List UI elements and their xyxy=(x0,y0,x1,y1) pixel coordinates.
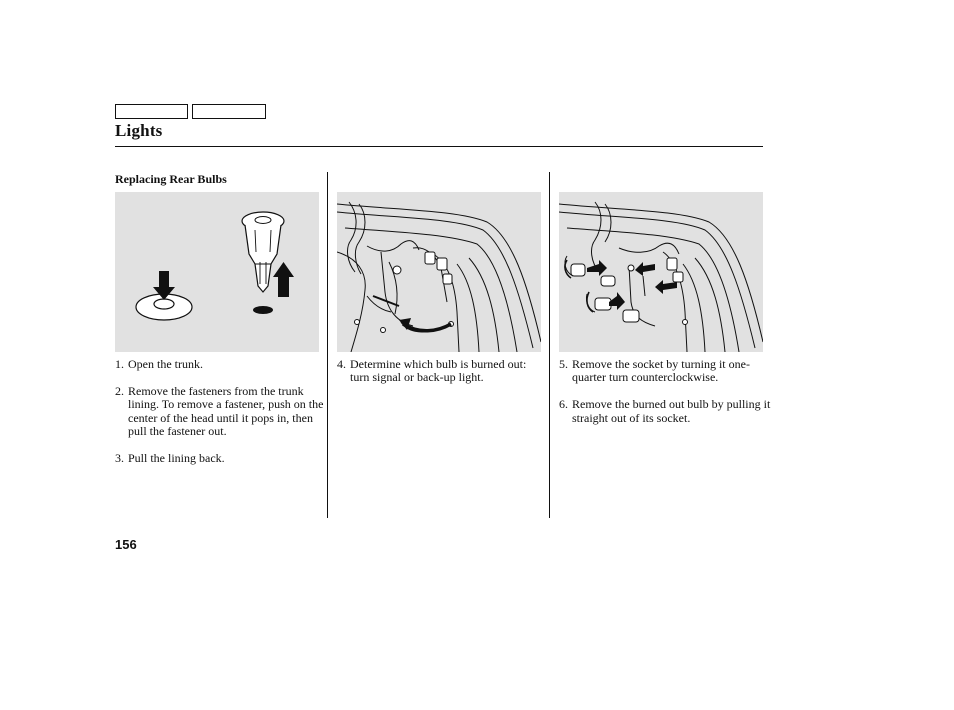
header-tab-2 xyxy=(192,104,266,119)
column-divider-1 xyxy=(327,172,328,518)
step-3 xyxy=(115,452,325,465)
bulb-socket-removal-icon xyxy=(559,192,763,352)
step-text: Remove the burned out bulb by pulling it straight out of its socket. xyxy=(572,397,771,425)
step-number: 3. xyxy=(115,450,124,465)
step-number: 6. xyxy=(559,397,568,412)
step-number: 5. xyxy=(559,357,568,371)
step-1 xyxy=(115,358,325,371)
trunk-lining-socket-icon xyxy=(337,192,541,352)
steps-column-3 xyxy=(559,358,774,438)
page-number: 156 xyxy=(115,537,137,552)
step-number: 1. xyxy=(115,357,124,371)
fastener-removal-icon xyxy=(115,192,319,352)
page-title: Lights xyxy=(115,121,163,140)
step-4 xyxy=(337,358,542,385)
step-number: 2. xyxy=(115,383,124,398)
title-divider xyxy=(115,146,763,147)
step-text: Open the trunk. xyxy=(128,357,203,371)
step-5 xyxy=(559,358,774,385)
step-text: Remove the fasteners from the trunk lining. To remove a fastener, push on the center of the head until it pops in, then pull the fastener out. xyxy=(128,383,324,439)
socket-illustration xyxy=(559,192,763,352)
steps-column-2 xyxy=(337,358,542,398)
header-tab-1 xyxy=(115,104,188,119)
step-text: Remove the socket by turning it one-quarter turn counterclockwise. xyxy=(572,357,750,385)
step-text: Determine which bulb is burned out: turn signal or back-up light. xyxy=(350,357,527,385)
section-heading: Replacing Rear Bulbs xyxy=(115,172,227,186)
trunk-illustration xyxy=(337,192,541,352)
fastener-illustration xyxy=(115,192,319,352)
steps-column-1 xyxy=(115,358,325,479)
step-number: 4. xyxy=(337,357,346,371)
step-2 xyxy=(115,385,325,439)
step-6 xyxy=(559,398,774,425)
column-divider-2 xyxy=(549,172,550,518)
step-text: Pull the lining back. xyxy=(128,450,225,465)
